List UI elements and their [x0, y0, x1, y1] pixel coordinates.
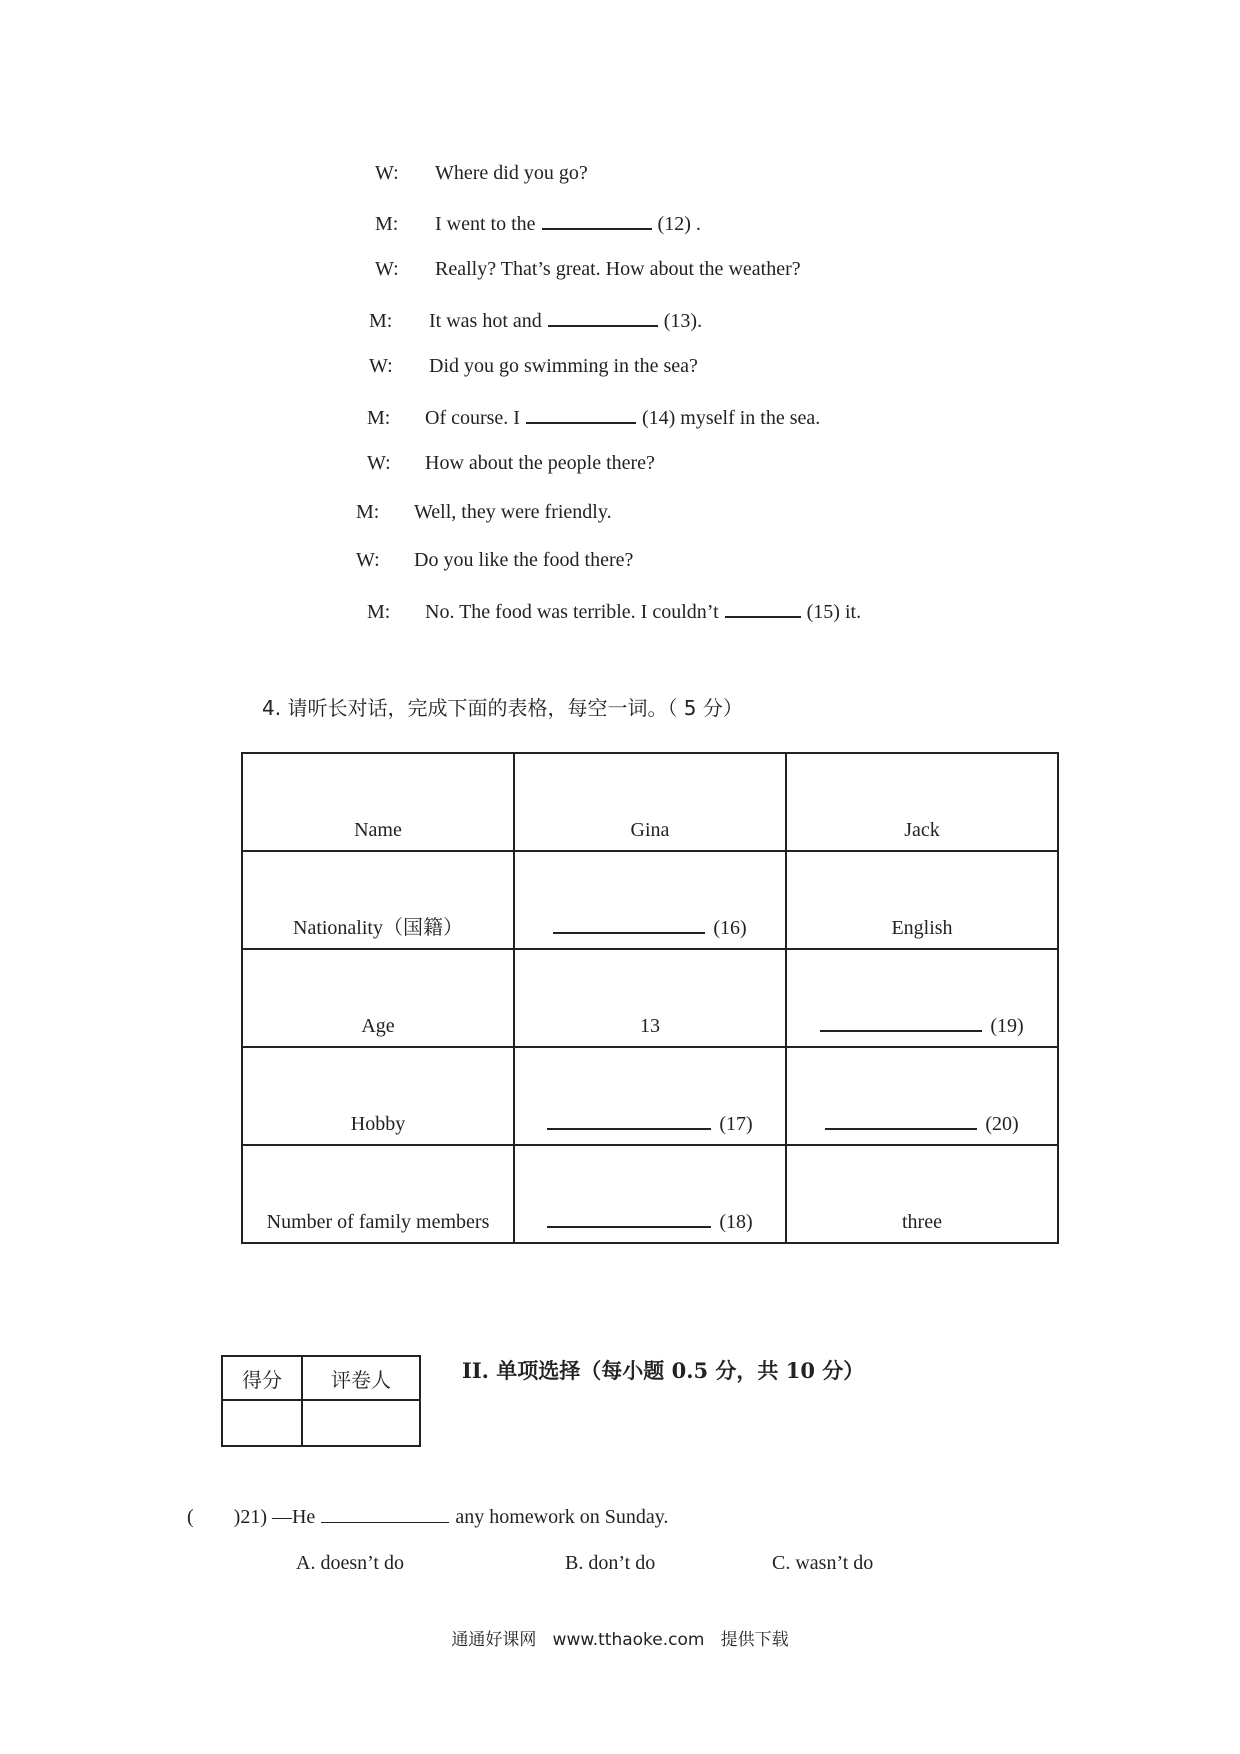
- dialogue-text: I went to the: [435, 213, 536, 235]
- answer-cell[interactable]: [514, 1145, 786, 1243]
- row-label: Age: [242, 949, 514, 1047]
- dialogue-text: (15) it.: [806, 601, 862, 623]
- grader-label: 评卷人: [302, 1356, 420, 1400]
- dialogue-line-9: [356, 549, 633, 572]
- score-field[interactable]: [222, 1400, 302, 1446]
- answer-blank[interactable]: [548, 307, 658, 327]
- answer-blank[interactable]: [725, 598, 801, 618]
- score-box: [221, 1355, 421, 1447]
- dialogue-text: No. The food was terrible. I couldn’t: [425, 601, 719, 623]
- dialogue-text: Really? That’s great. How about the weather?: [435, 258, 801, 280]
- row-label: Nationality（国籍）: [242, 851, 514, 949]
- dialogue-line-1: [375, 162, 588, 185]
- speaker: W:: [369, 355, 393, 377]
- dialogue-line-10: [367, 598, 861, 624]
- question-text: 21) —He: [240, 1506, 316, 1528]
- info-table: [241, 752, 1059, 1244]
- dialogue-text: How about the people there?: [425, 452, 655, 474]
- option-b[interactable]: B. don’t do: [565, 1552, 656, 1574]
- question-21: [187, 1504, 668, 1529]
- dialogue-line-8: [356, 501, 612, 524]
- header-cell: Gina: [514, 753, 786, 851]
- dialogue-line-3: [375, 258, 801, 281]
- footer: 通通好课网 www.tthaoke.com 提供下载: [451, 1630, 789, 1650]
- dialogue-line-7: [367, 452, 655, 475]
- answer-blank[interactable]: [553, 916, 705, 934]
- answer-cell[interactable]: [786, 1047, 1058, 1145]
- table-row: [242, 949, 1058, 1047]
- dialogue-line-5: [369, 355, 698, 378]
- answer-cell[interactable]: [786, 949, 1058, 1047]
- speaker: M:: [369, 310, 393, 332]
- answer-blank[interactable]: [542, 210, 652, 230]
- table-header-row: [242, 753, 1058, 851]
- section-2-title: II. 单项选择（每小题 0.5 分，共 10 分）: [462, 1358, 865, 1383]
- dialogue-line-6: [367, 404, 820, 430]
- header-cell: Jack: [786, 753, 1058, 851]
- dialogue-text: It was hot and: [429, 310, 542, 332]
- answer-blank[interactable]: [547, 1210, 711, 1228]
- answer-blank[interactable]: [547, 1112, 711, 1130]
- grader-field[interactable]: [302, 1400, 420, 1446]
- row-label: Hobby: [242, 1047, 514, 1145]
- answer-blank[interactable]: [820, 1014, 982, 1032]
- dialogue-line-4: [369, 307, 702, 333]
- answer-cell[interactable]: [514, 851, 786, 949]
- blank-number: (20): [985, 1113, 1019, 1135]
- dialogue-text: (13).: [663, 310, 703, 332]
- speaker: M:: [367, 407, 391, 429]
- dialogue-text: (14) myself in the sea.: [641, 407, 821, 429]
- blank-number: (18): [719, 1211, 753, 1233]
- section-4-title: 4. 请听长对话，完成下面的表格，每空一词。（ 5 分）: [262, 696, 743, 720]
- speaker: M:: [375, 213, 399, 235]
- answer-parentheses[interactable]: ( ): [187, 1506, 241, 1528]
- option-a[interactable]: A. doesn’t do: [296, 1552, 404, 1574]
- table-cell: 13: [514, 949, 786, 1047]
- answer-blank[interactable]: [321, 1504, 449, 1523]
- header-cell: Name: [242, 753, 514, 851]
- dialogue-text: Where did you go?: [435, 162, 588, 184]
- blank-number: (16): [713, 917, 747, 939]
- row-label: Number of family members: [242, 1145, 514, 1243]
- dialogue-text: Of course. I: [425, 407, 520, 429]
- speaker: W:: [367, 452, 391, 474]
- speaker: W:: [375, 258, 399, 280]
- answer-blank[interactable]: [526, 404, 636, 424]
- dialogue-text: Well, they were friendly.: [414, 501, 612, 523]
- table-row: [242, 851, 1058, 949]
- blank-number: (19): [990, 1015, 1024, 1037]
- table-row: [242, 1145, 1058, 1243]
- speaker: M:: [356, 501, 380, 523]
- score-label: 得分: [222, 1356, 302, 1400]
- answer-cell[interactable]: [514, 1047, 786, 1145]
- blank-number: (17): [719, 1113, 753, 1135]
- dialogue-text: (12) .: [657, 213, 701, 235]
- table-cell: English: [786, 851, 1058, 949]
- dialogue-text: Do you like the food there?: [414, 549, 634, 571]
- speaker: W:: [375, 162, 399, 184]
- speaker: M:: [367, 601, 391, 623]
- table-cell: three: [786, 1145, 1058, 1243]
- speaker: W:: [356, 549, 380, 571]
- dialogue-text: Did you go swimming in the sea?: [429, 355, 698, 377]
- option-c[interactable]: C. wasn’t do: [772, 1552, 874, 1574]
- dialogue-line-2: [375, 210, 701, 236]
- question-text: any homework on Sunday.: [455, 1506, 669, 1528]
- answer-blank[interactable]: [825, 1112, 977, 1130]
- table-row: [242, 1047, 1058, 1145]
